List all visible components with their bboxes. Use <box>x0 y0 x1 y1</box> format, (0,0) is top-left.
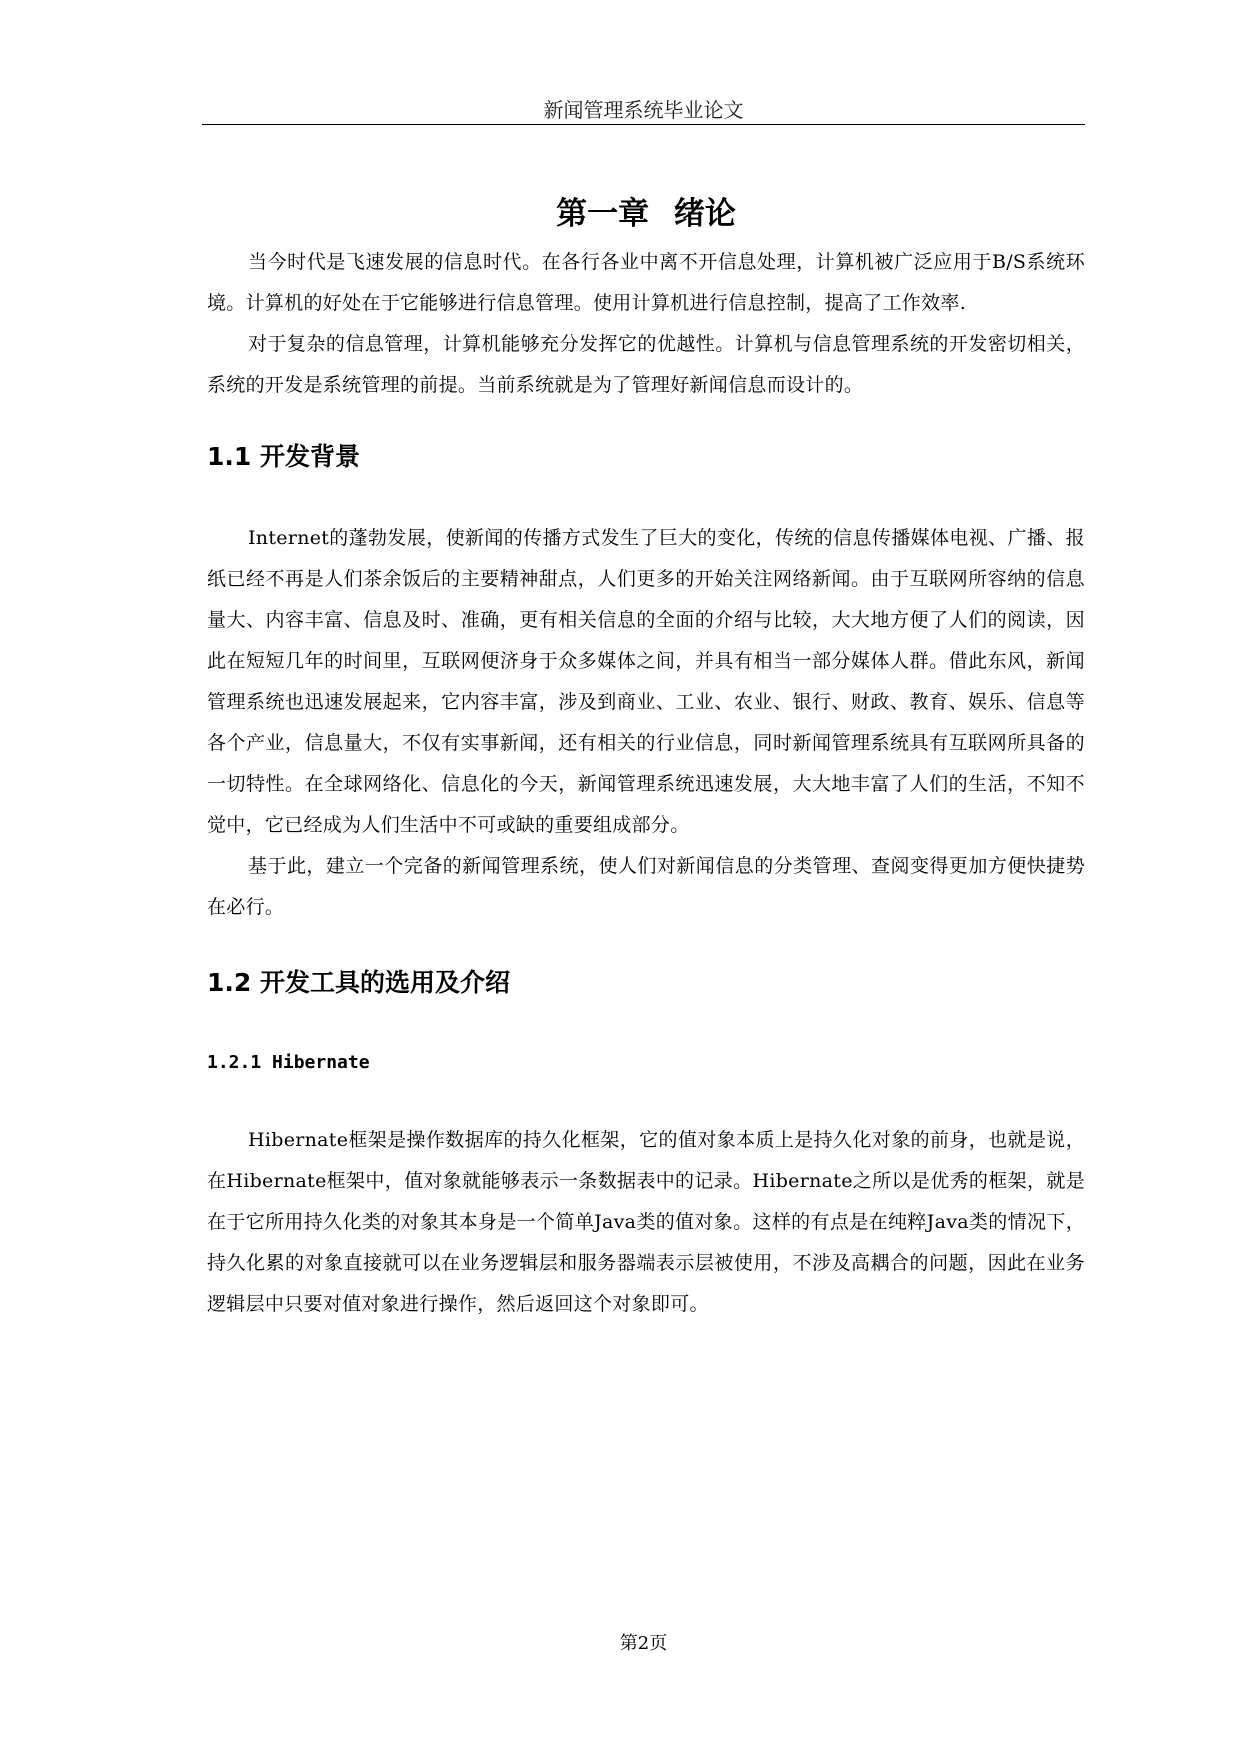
subsection-1-2-1-paragraph-1: Hibernate框架是操作数据库的持久化框架，它的值对象本质上是持久化对象的前身，也就是说，在Hibernate框架中，值对象就能够表示一条数据表中的记录。Hibernate之所以是优秀的框架，就是在于它所用持久化类的对象其本身是一个简单Java类的值对象。这样的有点是在纯粹Java类的情况下，持久化累的对象直接就可以在业务逻辑层和服务器端表示层被使用，不涉及高耦合的问题，因此在业务逻辑层中只要对值对象进行操作，然后返回这个对象即可。 <box>207 1129 1085 1315</box>
intro-paragraph-2: 对于复杂的信息管理，计算机能够充分发挥它的优越性。计算机与信息管理系统的开发密切相关，系统的开发是系统管理的前提。当前系统就是为了管理好新闻信息而设计的。 <box>207 333 1085 396</box>
section-heading-1-2: 1.2 开发工具的选用及介绍 <box>207 968 510 997</box>
page-content <box>207 182 1085 1325</box>
running-header: 新闻管理系统毕业论文 <box>543 98 744 122</box>
section-heading-1-1: 1.1 开发背景 <box>207 442 360 471</box>
page-number: 第2页 <box>619 1633 668 1654</box>
header-rule <box>202 124 1085 125</box>
section-1-1-paragraph-1: Internet的蓬勃发展，使新闻的传播方式发生了巨大的变化，传统的信息传播媒体电视、广播、报纸已经不再是人们茶余饭后的主要精神甜点，人们更多的开始关注网络新闻。由于互联网所容纳的信息量大、内容丰富、信息及时、准确，更有相关信息的全面的介绍与比较，大大地方便了人们的阅读，因此在短短几年的时间里，互联网便济身于众多媒体之间，并具有相当一部分媒体人群。借此东风，新闻管理系统也迅速发展起来，它内容丰富，涉及到商业、工业、农业、银行、财政、教育、娱乐、信息等各个产业，信息量大，不仅有实事新闻，还有相关的行业信息，同时新闻管理系统具有互联网所具备的一切特性。在全球网络化、信息化的今天，新闻管理系统迅速发展，大大地丰富了人们的生活，不知不觉中，它已经成为人们生活中不可或缺的重要组成部分。 <box>207 527 1085 836</box>
intro-paragraph-1: 当今时代是飞速发展的信息时代。在各行各业中离不开信息处理，计算机被广泛应用于B/S系统环境。计算机的好处在于它能够进行信息管理。使用计算机进行信息控制，提高了工作效率. <box>207 251 1085 314</box>
chapter-title: 第一章 绪论 <box>556 196 736 232</box>
subsection-heading-1-2-1: 1.2.1 Hibernate <box>207 1052 370 1073</box>
section-1-1-paragraph-2: 基于此，建立一个完备的新闻管理系统，使人们对新闻信息的分类管理、查阅变得更加方便快捷势在必行。 <box>207 855 1085 918</box>
